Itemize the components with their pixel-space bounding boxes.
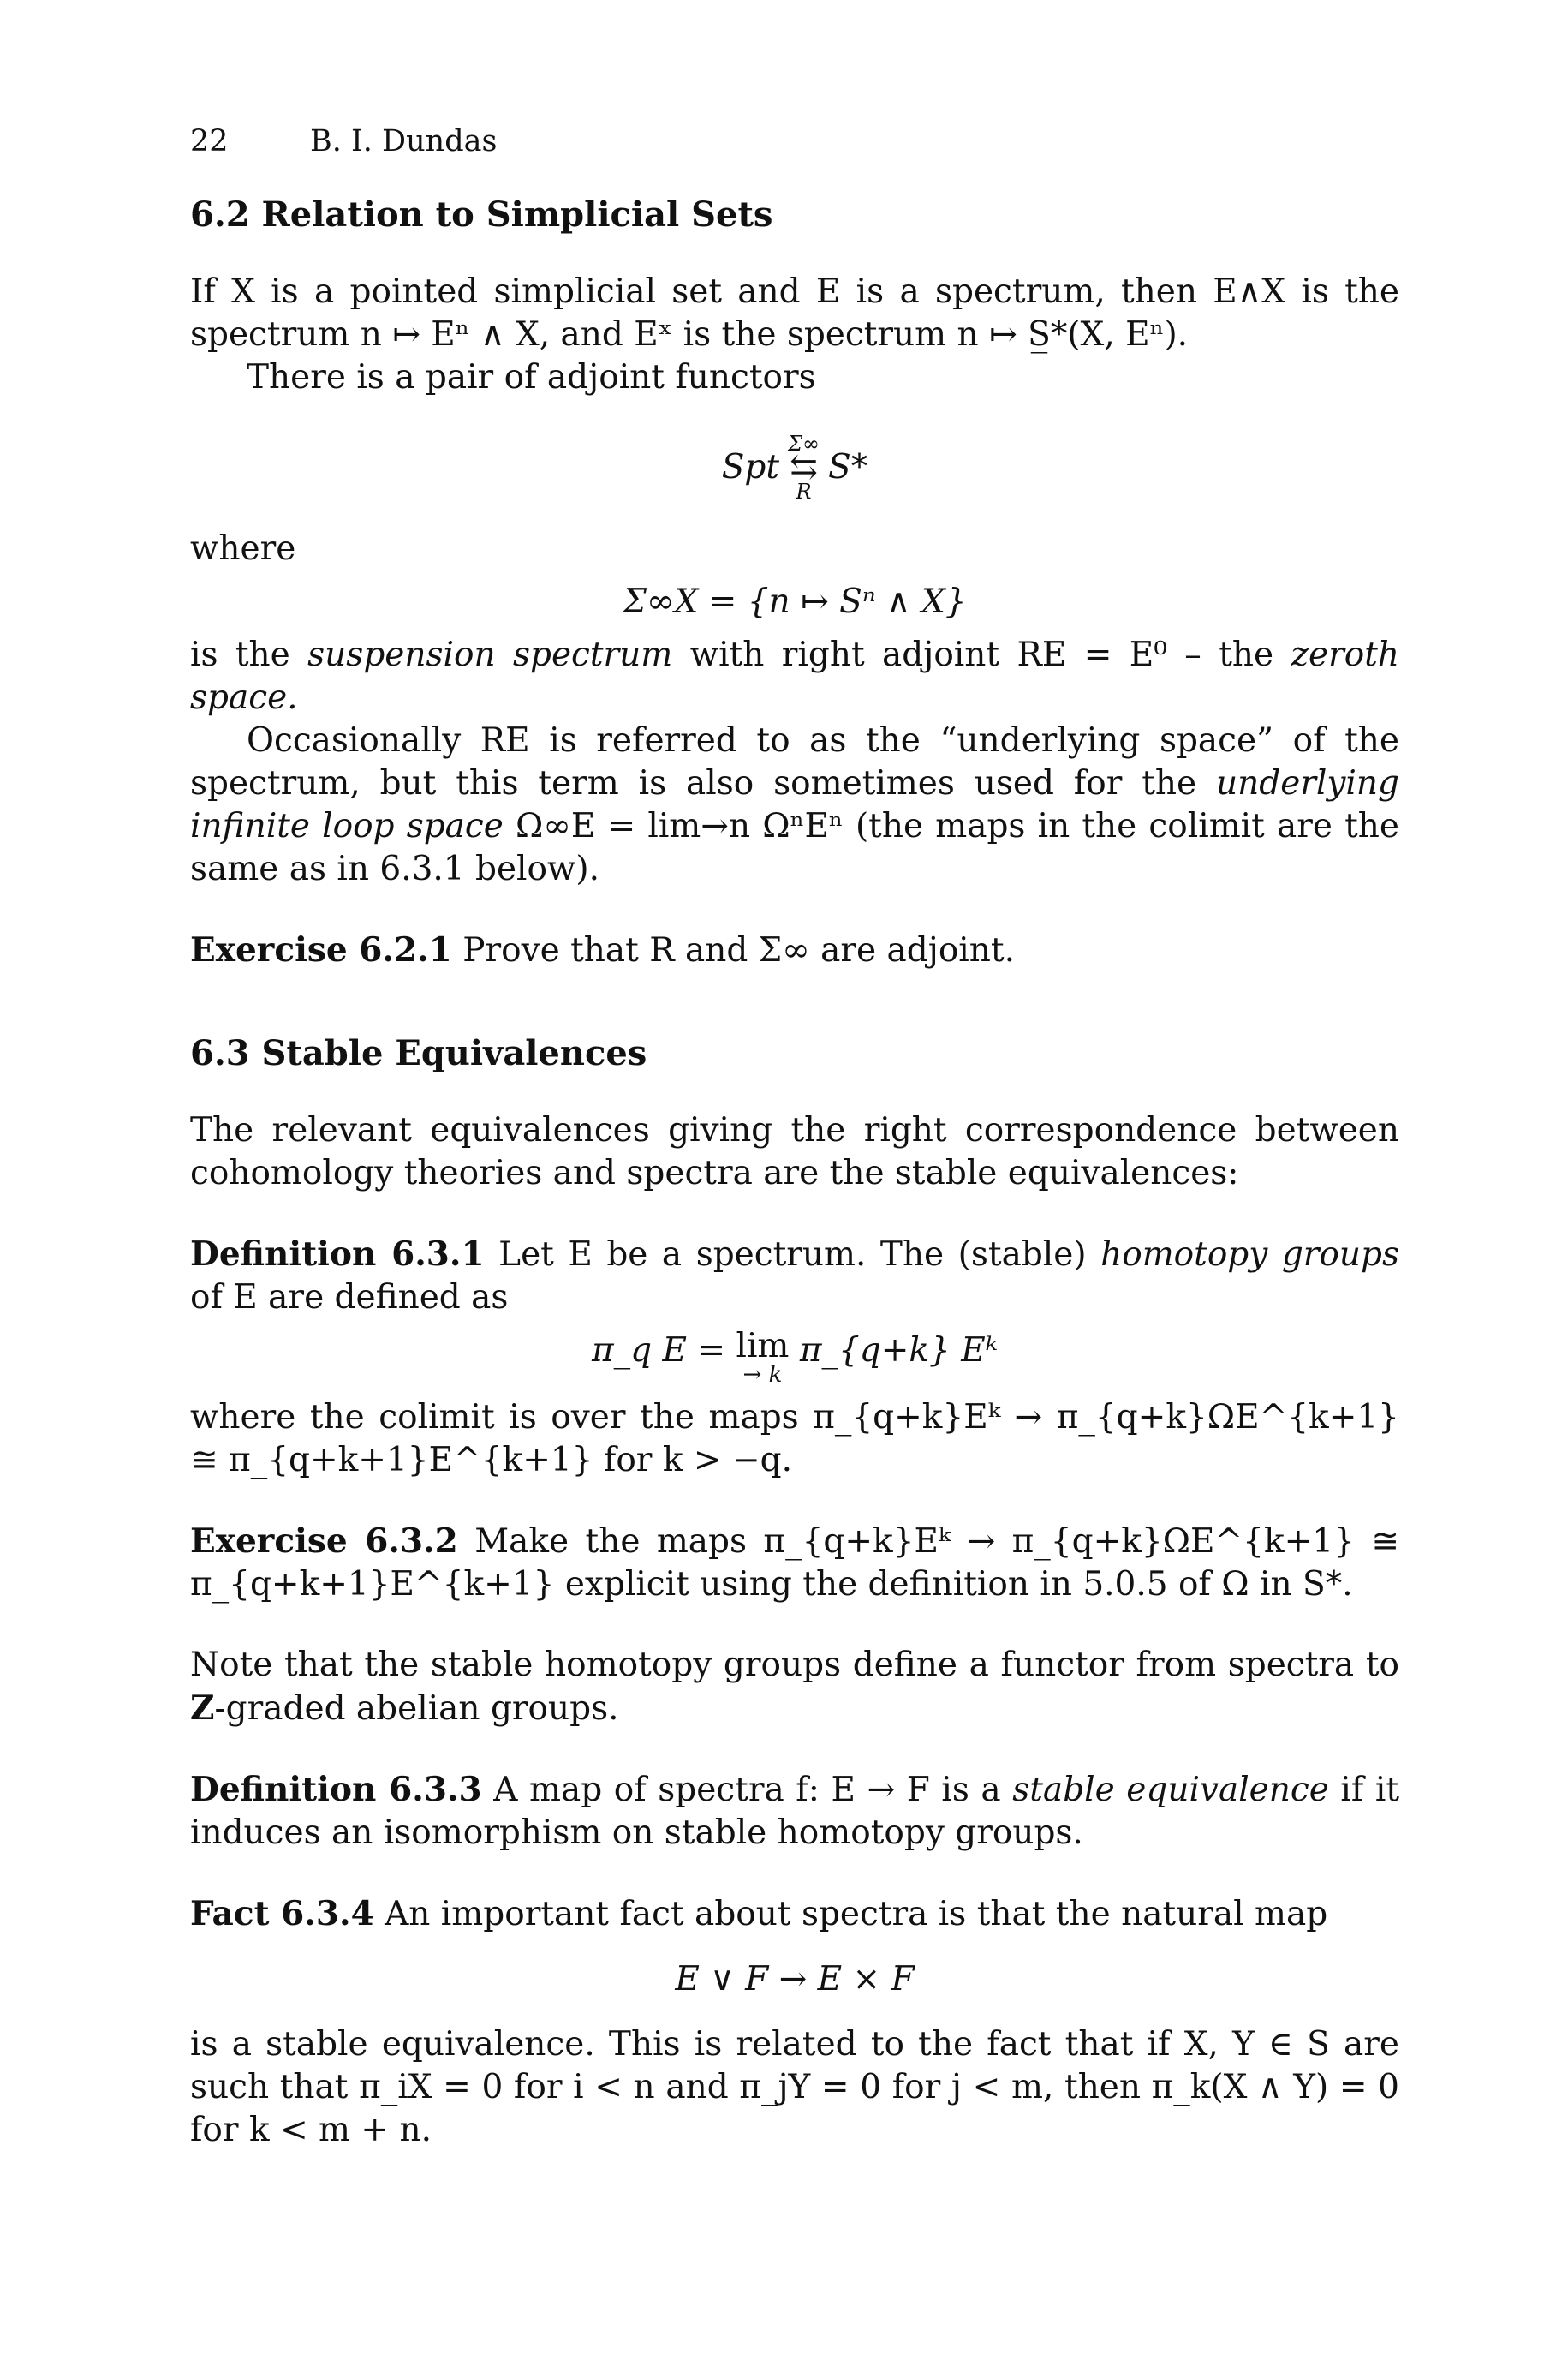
paragraph-smash-definition: If X is a pointed simplicial set and E is a spectrum, then E∧X is the spectrum n ↦ Eⁿ ∧ X, and Eˣ is the spectrum n ↦ S̲*(X, Eⁿ). <box>190 272 1399 354</box>
paragraph-underlying-space <box>190 720 1399 891</box>
equation-wedge-product: E ∨ F → E × F <box>675 1960 915 1999</box>
paragraph-functor-note <box>190 1644 1399 1730</box>
equation-right: π_{q+k} Eᵏ <box>799 1331 998 1370</box>
page-number: 22 <box>190 124 229 158</box>
fact-6-3-4 <box>190 1892 1399 1936</box>
emphasis-zeroth-space: zeroth space. <box>190 636 1400 717</box>
emphasis-suspension-spectrum: suspension spectrum <box>307 636 673 674</box>
text: Note that the stable homotopy groups define a functor from spectra to <box>190 1646 1399 1684</box>
text: is the <box>190 636 308 674</box>
paragraph-fact-explanation: is a stable equivalence. This is related to the fact that if X, Y ∈ S are such that π_iX = 0 for i < n and π_jY = 0 for j < m, then π_k(X ∧ Y) = 0 for k < m + n. <box>190 2025 1399 2149</box>
emphasis-homotopy-groups: homotopy groups <box>1100 1235 1400 1274</box>
text: Let E be a spectrum. The (stable) <box>484 1235 1101 1274</box>
lim-subscript: → k <box>742 1362 783 1388</box>
page <box>190 120 1399 2152</box>
emphasis-stable-equivalence: stable equivalence <box>1012 1771 1329 1809</box>
paragraph-colimit-maps: where the colimit is over the maps π_{q+k}Eᵏ → π_{q+k}ΩE^{k+1} ≅ π_{q+k+1}E^{k+1} for k > −q. <box>190 1398 1399 1479</box>
text: if it induces an isomorphism on stable homotopy groups. <box>190 1771 1399 1852</box>
text: of E are defined as <box>190 1278 509 1317</box>
equation-homotopy-groups <box>190 1329 1399 1386</box>
adjunction-top-label: Σ∞ <box>788 432 820 456</box>
definition-label: Definition 6.3.1 <box>190 1234 485 1274</box>
section-6-3-title: 6.3 Stable Equivalences <box>190 1033 647 1073</box>
exercise-6-2-1 <box>190 929 1399 972</box>
paragraph-stable-intro: The relevant equivalences giving the right correspondence between cohomology theories and spectra are the stable equivalences: <box>190 1111 1399 1192</box>
equation-left: π_q E = <box>592 1331 736 1370</box>
text: Occasionally RE is referred to as the “underlying space” of the spectrum, but this term is also sometimes used for the <box>190 721 1399 803</box>
lim-word: lim <box>736 1327 790 1365</box>
paragraph-adjoint-intro: There is a pair of adjoint functors <box>247 358 816 397</box>
section-6-2-title: 6.2 Relation to Simplicial Sets <box>190 194 773 235</box>
text: -graded abelian groups. <box>214 1689 619 1728</box>
exercise-6-3-2 <box>190 1520 1399 1606</box>
fact-label: Fact 6.3.4 <box>190 1894 374 1933</box>
text: with right adjoint RE = E⁰ – the <box>672 636 1291 674</box>
definition-6-3-3 <box>190 1768 1399 1855</box>
fact-text: An important fact about spectra is that the natural map <box>373 1895 1328 1933</box>
adjunction-diagram <box>190 399 1399 536</box>
definition-label: Definition 6.3.3 <box>190 1770 482 1809</box>
exercise-label: Exercise 6.3.2 <box>190 1521 458 1561</box>
adjunction-arrows <box>788 432 820 504</box>
integers-symbol: Z <box>190 1688 215 1728</box>
running-header <box>190 120 1399 163</box>
adjunction-right: S* <box>828 448 868 487</box>
text: A map of spectra f: E → F is a <box>481 1771 1013 1809</box>
emphasis-infinite-loop-space: underlying infinite loop space <box>190 764 1399 845</box>
exercise-text: Prove that R and Σ∞ are adjoint. <box>451 931 1015 970</box>
adjunction-bottom-label: R <box>796 480 812 504</box>
exercise-text: Make the maps π_{q+k}Eᵏ → π_{q+k}ΩE^{k+1} ≅ π_{q+k+1}E^{k+1} explicit using the definition in 5.0.5 of Ω in S*. <box>190 1522 1400 1604</box>
adjunction-arrow-symbol: ⇆ <box>790 448 818 487</box>
where-label: where <box>190 529 296 568</box>
colimit-operator <box>736 1329 789 1386</box>
text: Ω∞E = lim→n ΩⁿEⁿ (the maps in the colimit are the same as in 6.3.1 below). <box>190 807 1400 888</box>
exercise-label: Exercise 6.2.1 <box>190 930 452 970</box>
equation-suspension: Σ∞X = {n ↦ Sⁿ ∧ X} <box>623 583 967 621</box>
definition-6-3-1 <box>190 1233 1399 1319</box>
paragraph-suspension-spectrum <box>190 634 1399 720</box>
adjunction-left: Spt <box>721 448 780 487</box>
author-name: B. I. Dundas <box>310 124 498 158</box>
